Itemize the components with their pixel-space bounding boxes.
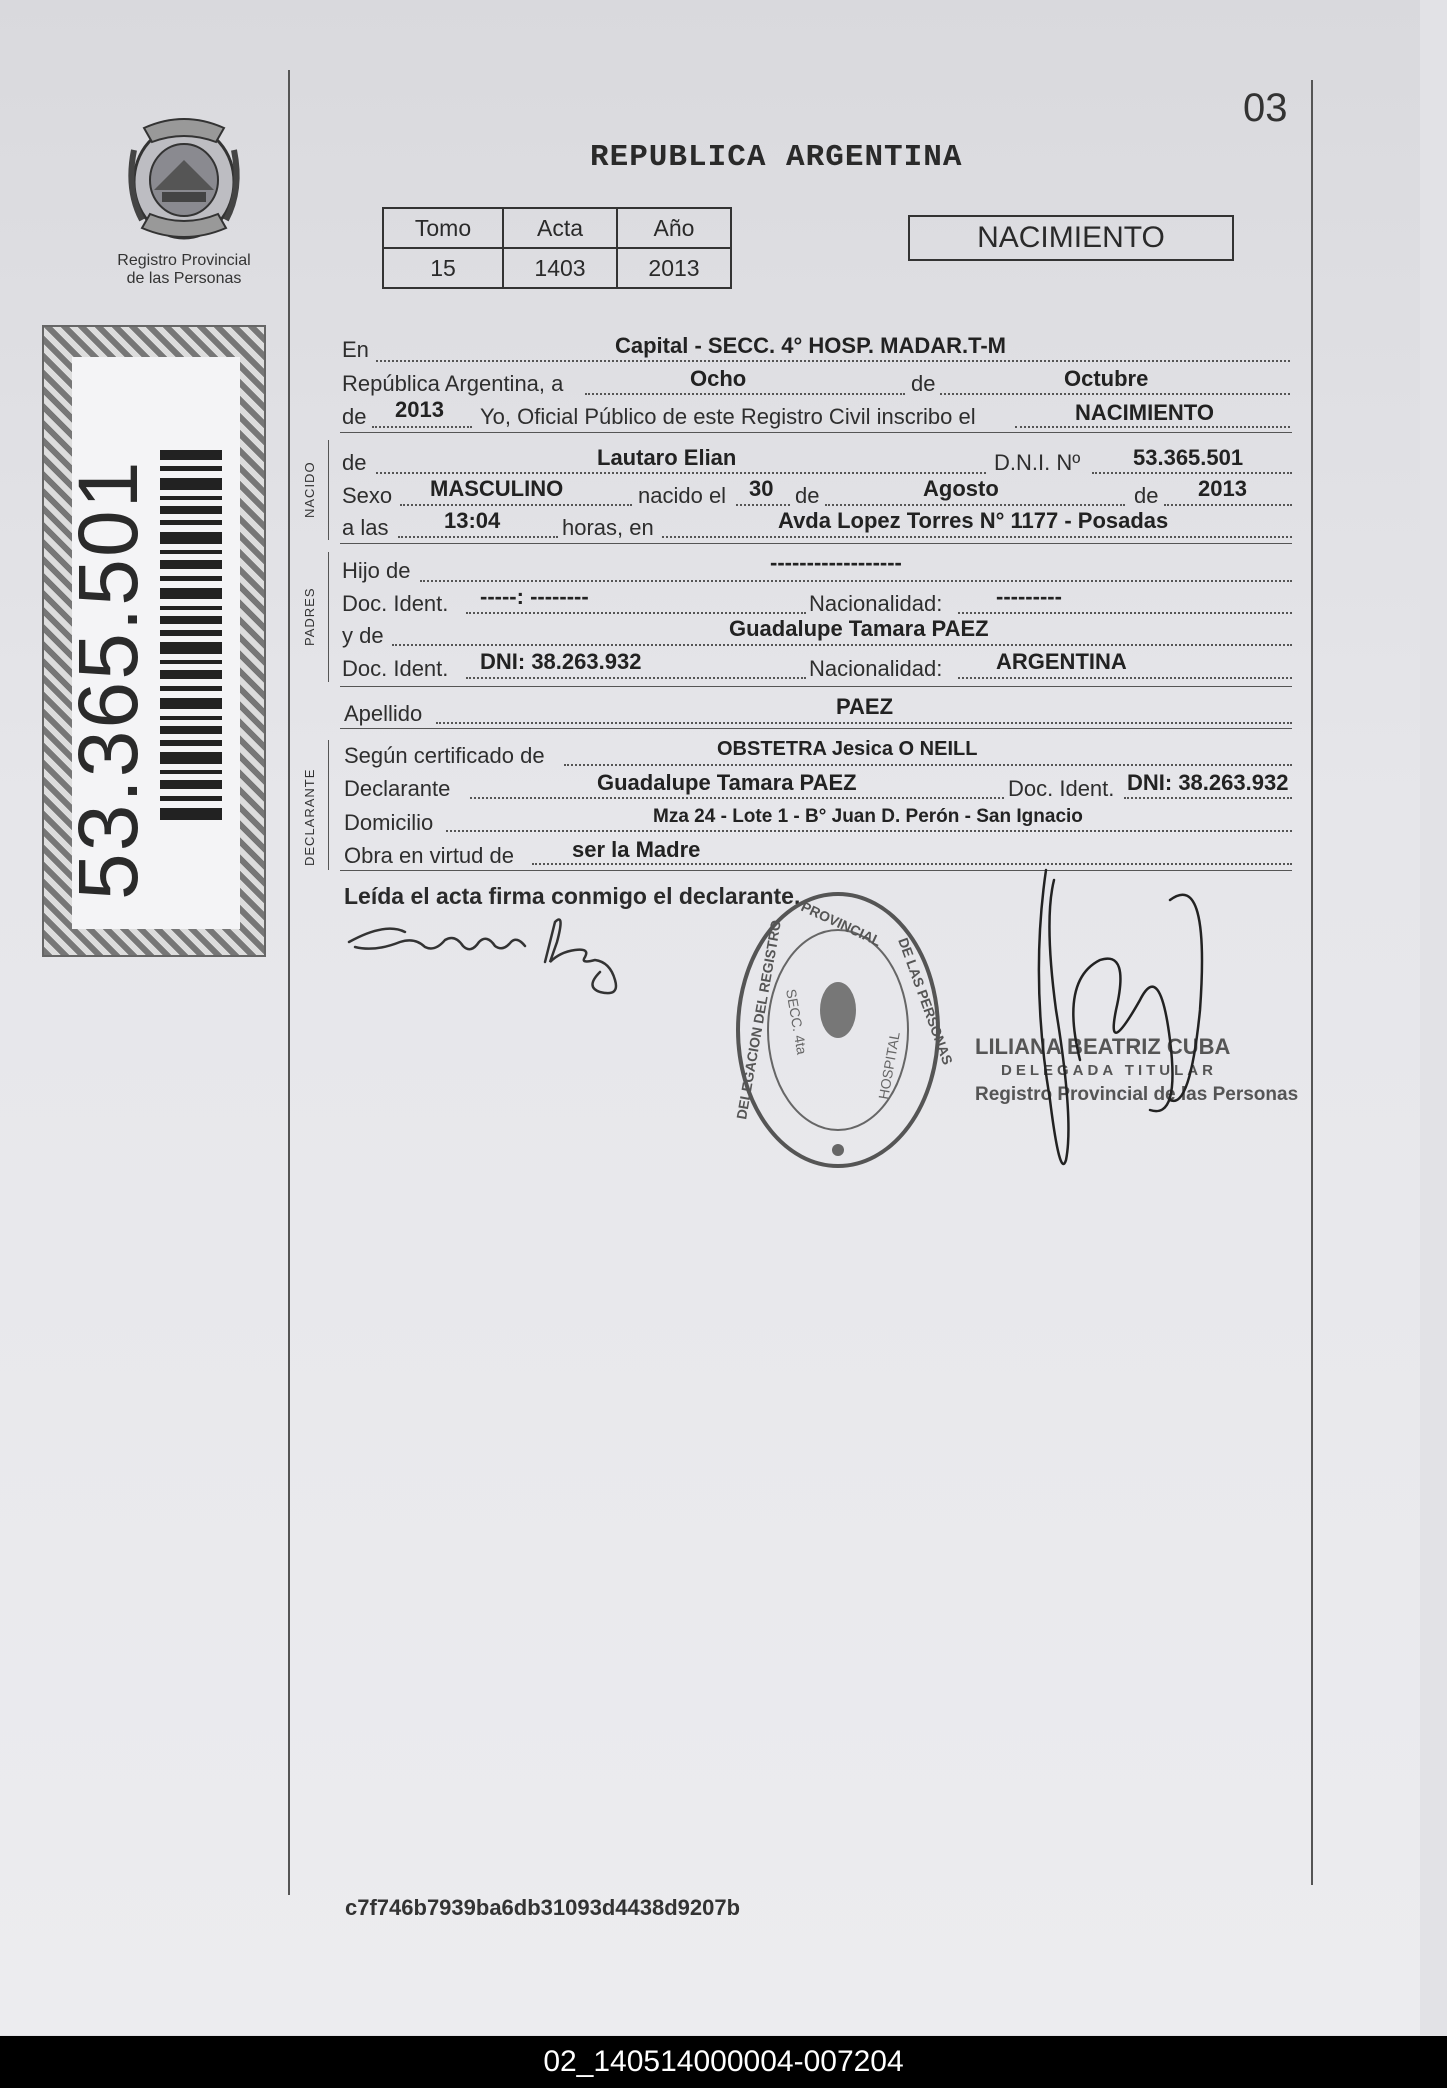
label-sexo: Sexo — [342, 483, 393, 508]
meta-value-row — [383, 248, 731, 288]
value-padre: ------------------ — [770, 550, 902, 575]
official-signature-icon — [1020, 860, 1220, 1200]
label-domicilio: Domicilio — [344, 810, 434, 835]
official-org: Registro Provincial de las Personas — [975, 1084, 1299, 1105]
label-declarante: Declarante — [344, 776, 451, 801]
value-anio-nac: 2013 — [1198, 476, 1247, 501]
label-apellido: Apellido — [344, 701, 423, 726]
dots-nombre — [376, 472, 986, 474]
meta-header-row — [383, 208, 731, 248]
acta-header: Acta — [503, 208, 617, 248]
anio-value: 2013 — [617, 248, 731, 288]
value-padre-doc: -----: -------- — [480, 584, 589, 609]
value-madre-doc: DNI: 38.263.932 — [480, 649, 642, 674]
value-certificado: OBSTETRA Jesica O NEILL — [717, 738, 978, 760]
label-horas-en: horas, en — [562, 515, 654, 540]
label-segun: Según certificado de — [344, 743, 545, 768]
document-title: REPUBLICA ARGENTINA — [590, 140, 963, 175]
left-margin-line — [288, 70, 290, 1895]
label-de-nombre: de — [342, 450, 367, 475]
seal-outer-text-top: PROVINCIAL — [798, 898, 884, 950]
dots-dia — [585, 393, 905, 395]
dots-sexo — [400, 504, 632, 506]
separator-3 — [340, 686, 1292, 687]
dots-certificado — [564, 764, 1292, 766]
dots-anio-nac — [1164, 504, 1292, 506]
separator-1 — [340, 432, 1292, 433]
registry-label-line2: de las Personas — [126, 270, 242, 287]
dots-declarante-doc — [1124, 797, 1292, 799]
dots-dia-nac — [736, 504, 790, 506]
official-role: DELEGADA TITULAR — [1001, 1062, 1217, 1079]
value-lugar: Capital - SECC. 4° HOSP. MADAR.T-M — [615, 333, 1006, 358]
seal-outer-text-left: DELEGACION DEL REGISTRO — [733, 918, 785, 1121]
section-label-nacido: NACIDO — [302, 461, 317, 518]
document-hash: c7f746b7939ba6db31093d4438d9207b — [345, 1895, 741, 1920]
tomo-header: Tomo — [383, 208, 503, 248]
label-de-mes-nac: de — [795, 483, 820, 508]
label-doc-ident-declarante: Doc. Ident. — [1008, 776, 1115, 801]
dots-padre-doc — [466, 612, 806, 614]
label-nacionalidad-padre: Nacionalidad: — [809, 591, 943, 616]
value-declarante: Guadalupe Tamara PAEZ — [597, 770, 857, 795]
dni-stamp-number: 53.365.501 — [61, 459, 155, 900]
registry-meta-table — [382, 207, 732, 289]
declarant-signature-icon — [345, 902, 645, 1002]
dots-lugar — [376, 360, 1290, 362]
label-en: En — [342, 337, 369, 362]
label-republica: República Argentina, a — [342, 371, 564, 396]
official-seal-icon — [728, 880, 956, 1180]
value-mes-texto: Octubre — [1064, 366, 1149, 391]
label-nacionalidad-madre: Nacionalidad: — [809, 656, 943, 681]
value-apellido: PAEZ — [836, 694, 894, 719]
dots-lugar-nac — [662, 536, 1292, 538]
label-oficial: Yo, Oficial Público de este Registro Civil inscribo el — [480, 404, 976, 429]
seal-outer-text-right: DE LAS PERSONAS — [895, 935, 956, 1067]
value-madre: Guadalupe Tamara PAEZ — [729, 616, 989, 641]
dots-padre — [420, 580, 1292, 582]
section-declarante-bar — [328, 740, 329, 870]
registry-label-line1: Registro Provincial — [117, 252, 251, 269]
seal-inner-text-right: HOSPITAL — [875, 1030, 903, 1101]
label-y-de: y de — [342, 623, 384, 648]
dots-padre-nac — [958, 612, 1292, 614]
label-de-mes: de — [911, 371, 936, 396]
value-tipo-inscripcion: NACIMIENTO — [1075, 400, 1214, 425]
separator-2 — [340, 543, 1292, 544]
label-dni-no: D.N.I. Nº — [994, 450, 1081, 475]
scan-id-footer: 02_140514000004-007204 — [0, 2036, 1447, 2088]
dots-domicilio — [446, 830, 1292, 832]
value-mes-nac: Agosto — [923, 476, 999, 501]
value-lugar-nac: Avda Lopez Torres N° 1177 - Posadas — [778, 508, 1169, 533]
value-sexo: MASCULINO — [430, 476, 564, 501]
value-anio-reg: 2013 — [395, 397, 444, 422]
section-nacido-bar — [328, 440, 329, 540]
label-obra: Obra en virtud de — [344, 843, 514, 868]
acta-value: 1403 — [503, 248, 617, 288]
official-name: LILIANA BEATRIZ CUBA — [975, 1034, 1231, 1059]
value-dia-texto: Ocho — [690, 366, 747, 391]
closing-statement: Leída el acta firma conmigo el declarante. — [344, 883, 801, 909]
province-crest-icon — [124, 110, 244, 250]
label-a-las: a las — [342, 515, 389, 540]
record-type-box: NACIMIENTO — [908, 215, 1234, 261]
section-label-padres: PADRES — [302, 587, 317, 646]
barcode-icon — [160, 450, 222, 830]
dots-apellido — [436, 722, 1292, 724]
value-domicilio: Mza 24 - Lote 1 - B° Juan D. Perón - San Ignacio — [653, 806, 1083, 827]
dots-madre-nac — [958, 677, 1292, 679]
value-padre-nac: --------- — [996, 584, 1062, 609]
dots-madre — [392, 644, 1292, 646]
label-de-anio-nac: de — [1134, 483, 1159, 508]
section-padres-bar — [328, 552, 329, 682]
value-obra: ser la Madre — [572, 837, 701, 862]
dots-mes — [940, 393, 1290, 395]
label-doc-ident-madre: Doc. Ident. — [342, 656, 449, 681]
label-hijo-de: Hijo de — [342, 558, 411, 583]
dots-madre-doc — [466, 677, 806, 679]
dots-anio — [372, 426, 472, 428]
value-dni: 53.365.501 — [1133, 445, 1244, 470]
dots-declarante — [470, 797, 1004, 799]
right-margin-line — [1311, 80, 1313, 1885]
dots-hora — [398, 536, 558, 538]
registry-label — [104, 252, 264, 288]
value-nombre: Lautaro Elian — [597, 445, 737, 470]
value-dia-nac: 30 — [749, 476, 774, 501]
page-number: 03 — [1243, 86, 1288, 130]
value-declarante-doc: DNI: 38.263.932 — [1127, 770, 1289, 795]
anio-header: Año — [617, 208, 731, 248]
label-nacido-el: nacido el — [638, 483, 727, 508]
separator-4 — [340, 728, 1292, 729]
dots-tipo — [1015, 426, 1290, 428]
value-hora: 13:04 — [444, 508, 501, 533]
dots-dni — [1092, 472, 1292, 474]
seal-inner-text-left: SECC. 4ta — [783, 987, 811, 1056]
label-de-anio: de — [342, 404, 367, 429]
tomo-value: 15 — [383, 248, 503, 288]
value-madre-nac: ARGENTINA — [996, 649, 1127, 674]
label-doc-ident-padre: Doc. Ident. — [342, 591, 449, 616]
dots-mes-nac — [825, 504, 1125, 506]
section-label-declarante: DECLARANTE — [302, 768, 317, 866]
